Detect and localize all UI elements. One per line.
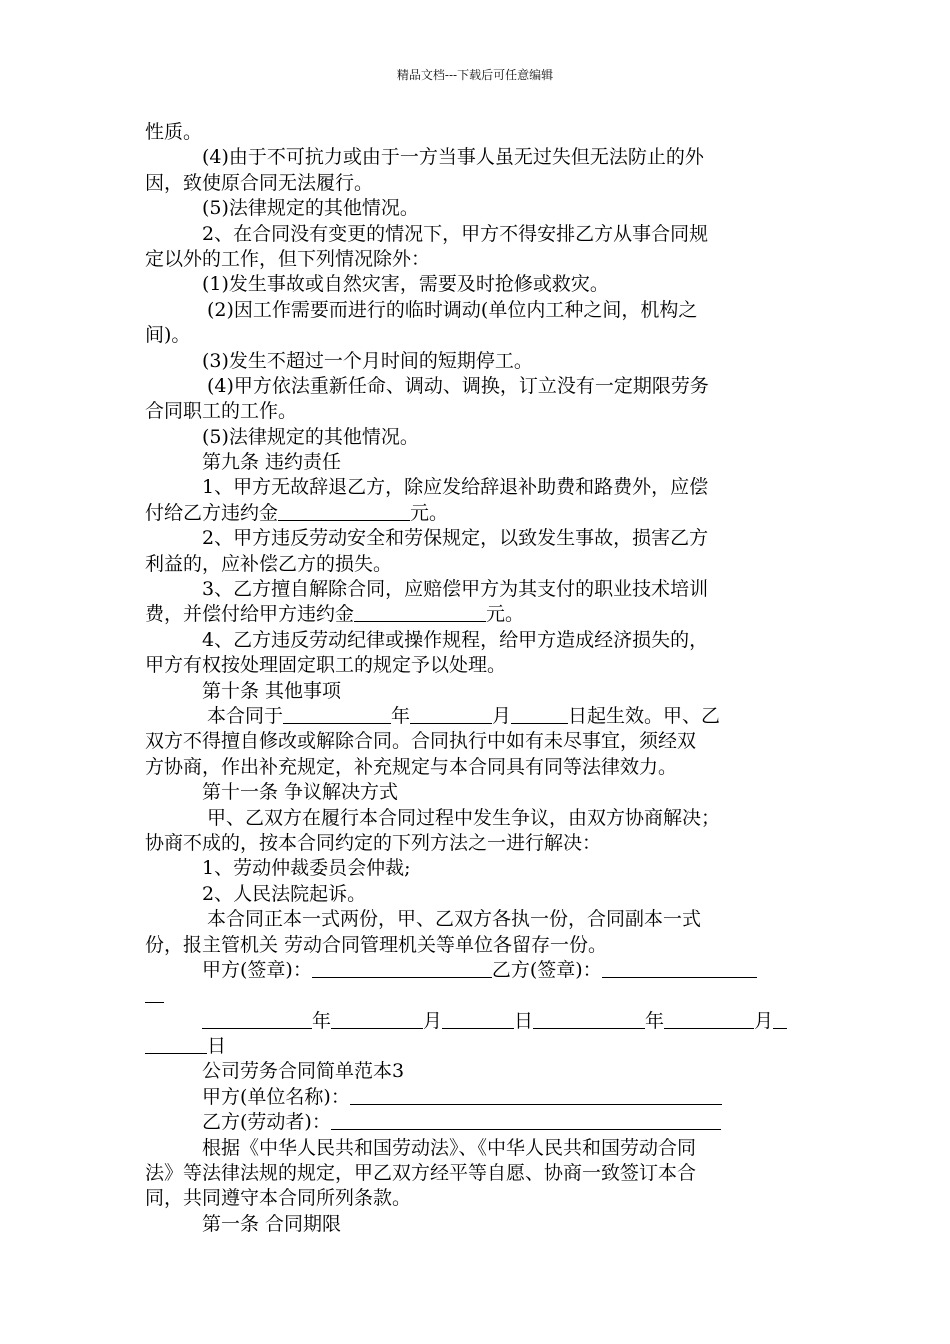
text-line: 定以外的工作，但下列情况除外： bbox=[145, 247, 431, 270]
text-line: (2)因工作需要而进行的临时调动(单位内工种之间，机构之 bbox=[207, 298, 698, 321]
text-line: 2、甲方违反劳动安全和劳保规定，以致发生事故，损害乙方 bbox=[202, 527, 709, 550]
text-line: (5)法律规定的其他情况。 bbox=[202, 425, 419, 448]
blank-field bbox=[354, 602, 486, 622]
text-line: (1)发生事故或自然灾害，需要及时抢修或救灾。 bbox=[202, 273, 609, 296]
text-line bbox=[145, 1034, 807, 1059]
section-heading: 第一条 合同期限 bbox=[202, 1212, 342, 1235]
text-fragment: 年 bbox=[312, 1009, 332, 1032]
text-line: 甲方有权按处理固定职工的规定予以处理。 bbox=[145, 654, 507, 677]
text-line bbox=[145, 983, 807, 1008]
blank-field bbox=[602, 958, 757, 978]
blank-field bbox=[533, 1009, 645, 1029]
text-fragment: 年 bbox=[645, 1009, 665, 1032]
text-fragment: 月 bbox=[423, 1009, 443, 1032]
text-line: 利益的，应补偿乙方的损失。 bbox=[145, 552, 393, 575]
text-line: 协商不成的，按本合同约定的下列方法之一进行解决： bbox=[145, 831, 602, 854]
signature-line bbox=[145, 958, 807, 983]
text-line bbox=[145, 602, 807, 627]
page-header: 精品文档---下载后可任意编辑 bbox=[396, 68, 554, 82]
blank-field bbox=[350, 1085, 722, 1105]
blank-field bbox=[664, 1009, 754, 1029]
text-line: 方协商，作出补充规定，补充规定与本合同具有同等法律效力。 bbox=[145, 755, 678, 778]
text-line: 因，致使原合同无法履行。 bbox=[145, 171, 374, 194]
section-heading: 第十一条 争议解决方式 bbox=[202, 781, 399, 804]
text-fragment: 元。 bbox=[410, 501, 449, 524]
text-line: 法》等法律法规的规定，甲乙双方经平等自愿、协商一致签订本合 bbox=[145, 1162, 697, 1185]
text-line: 1、劳动仲裁委员会仲裁; bbox=[202, 857, 411, 880]
blank-field bbox=[145, 1034, 207, 1054]
text-line: (4)由于不可抗力或由于一方当事人虽无过失但无法防止的外 bbox=[202, 146, 704, 169]
text-line: 间)。 bbox=[145, 324, 191, 347]
text-line: 同，共同遵守本合同所列条款。 bbox=[145, 1187, 412, 1210]
blank-field bbox=[278, 501, 410, 521]
text-line: 份，报主管机关 劳动合同管理机关等单位各留存一份。 bbox=[145, 933, 608, 956]
blank-field bbox=[410, 704, 492, 724]
text-line: (3)发生不超过一个月时间的短期停工。 bbox=[202, 349, 533, 372]
text-line: 根据《中华人民共和国劳动法》、《中华人民共和国劳动合同 bbox=[202, 1136, 697, 1159]
text-line: 双方不得擅自修改或解除合同。合同执行中如有未尽事宜，须经双 bbox=[145, 730, 697, 753]
blank-field bbox=[511, 704, 568, 724]
text-line: 2、人民法院起诉。 bbox=[202, 882, 367, 905]
text-line: (5)法律规定的其他情况。 bbox=[202, 197, 419, 220]
text-line bbox=[145, 704, 807, 729]
section-heading: 第九条 违约责任 bbox=[202, 451, 342, 474]
text-line: (4)甲方依法重新任命、调动、调换，订立没有一定期限劳务 bbox=[207, 374, 709, 397]
document-subtitle: 公司劳务合同简单范本3 bbox=[202, 1060, 405, 1083]
blank-field bbox=[312, 958, 492, 978]
text-fragment: 日 bbox=[514, 1009, 534, 1032]
text-fragment: 费，并偿付给甲方违约金 bbox=[145, 603, 355, 626]
text-fragment: 本合同于 bbox=[207, 704, 284, 727]
text-line: 合同职工的工作。 bbox=[145, 400, 298, 423]
text-fragment: 月 bbox=[754, 1009, 774, 1032]
text-line: 甲、乙双方在履行本合同过程中发生争议，由双方协商解决； bbox=[207, 806, 721, 829]
blank-field bbox=[283, 704, 391, 724]
text-line: 3、乙方擅自解除合同，应赔偿甲方为其支付的职业技术培训 bbox=[202, 578, 709, 601]
text-fragment: 年 bbox=[391, 704, 411, 727]
blank-field bbox=[773, 1009, 787, 1029]
date-line bbox=[145, 1009, 807, 1034]
text-line bbox=[145, 1110, 807, 1135]
party-b-signature-label: 乙方(签章)： bbox=[491, 958, 602, 981]
document-body bbox=[145, 120, 807, 1237]
blank-field bbox=[331, 1110, 721, 1130]
text-line: 4、乙方违反劳动纪律或操作规程，给甲方造成经济损失的， bbox=[202, 628, 709, 651]
text-line bbox=[145, 501, 807, 526]
blank-field bbox=[331, 1009, 423, 1029]
text-line: 1、甲方无故辞退乙方，除应发给辞退补助费和路费外，应偿 bbox=[202, 476, 709, 499]
party-b-label: 乙方(劳动者)： bbox=[202, 1111, 331, 1134]
text-fragment: 元。 bbox=[486, 603, 525, 626]
party-a-signature-label: 甲方(签章)： bbox=[202, 958, 312, 981]
section-heading: 第十条 其他事项 bbox=[202, 679, 342, 702]
text-line bbox=[145, 1085, 807, 1110]
text-fragment: 付给乙方违约金 bbox=[145, 501, 279, 524]
text-fragment: 月 bbox=[492, 704, 512, 727]
text-line: 性质。 bbox=[145, 121, 203, 143]
blank-field bbox=[202, 1009, 312, 1029]
text-fragment: 日 bbox=[207, 1035, 227, 1058]
text-line: 本合同正本一式两份，甲、乙双方各执一份，合同副本一式 bbox=[207, 908, 702, 931]
blank-field bbox=[442, 1009, 514, 1029]
party-a-label: 甲方(单位名称)： bbox=[202, 1085, 350, 1108]
text-fragment: 日起生效。甲、乙 bbox=[568, 704, 721, 727]
blank-field bbox=[145, 983, 164, 1003]
text-line: 2、在合同没有变更的情况下，甲方不得安排乙方从事合同规 bbox=[202, 222, 709, 245]
